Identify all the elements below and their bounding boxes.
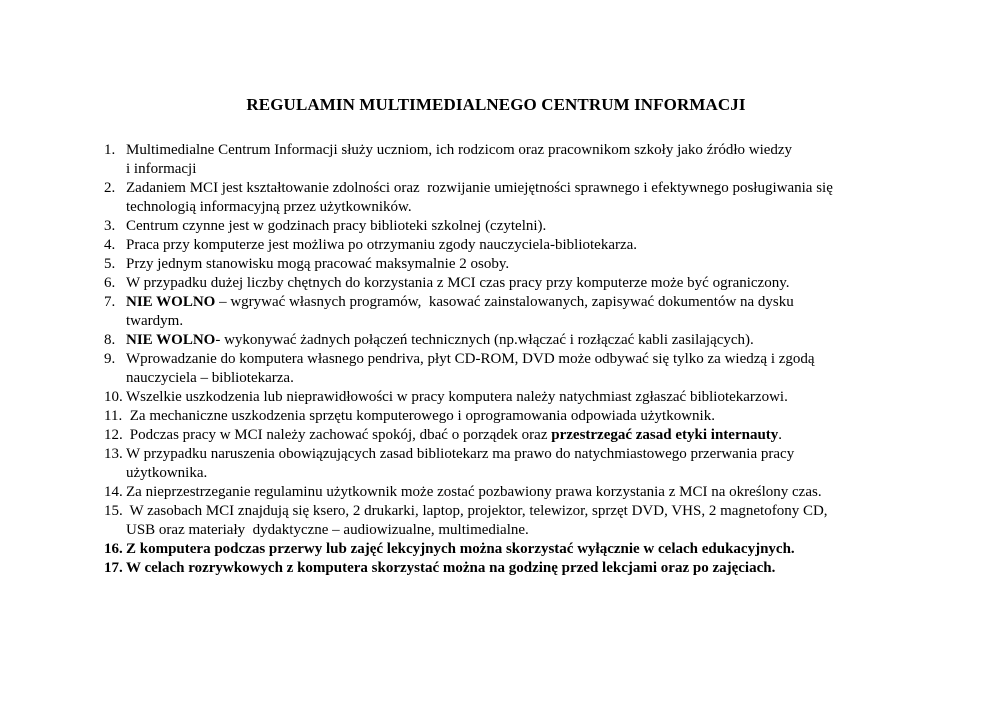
rule-number: 2. (104, 180, 116, 196)
rule-text (126, 293, 924, 331)
rule-text-line (126, 160, 924, 179)
rule-text-line (126, 426, 924, 445)
rule-text-segment: Przy jednym stanowisku mogą pracować maksymalnie 2 osoby. (126, 256, 510, 272)
rule-text (126, 559, 924, 578)
rule-item (104, 407, 924, 426)
rule-text (126, 236, 924, 255)
rule-text (126, 217, 924, 236)
rule-text-segment: W zasobach MCI znajdują się ksero, 2 drukarki, laptop, projektor, telewizor, sprzęt DVD, VHS, 2 magnetofony CD, (126, 503, 828, 519)
rule-text-line (126, 407, 924, 426)
rule-text (126, 388, 924, 407)
rule-text (126, 445, 924, 483)
rule-text-line (126, 312, 924, 331)
rule-text-segment: Zadaniem MCI jest kształtowanie zdolności oraz rozwijanie umiejętności sprawnego i efektywnego posługiwania się (126, 180, 833, 196)
rule-item (104, 274, 924, 293)
rule-text-line (126, 350, 924, 369)
rule-text-line (126, 293, 924, 312)
rule-number: 8. (104, 332, 116, 348)
rule-text (126, 331, 924, 350)
document-title: REGULAMIN MULTIMEDIALNEGO CENTRUM INFORMACJI (246, 95, 746, 114)
rule-item (104, 141, 924, 179)
rule-number: 14. (104, 484, 123, 500)
rule-text-line (126, 179, 924, 198)
rule-number: 10. (104, 389, 123, 405)
rule-text-line (126, 236, 924, 255)
rule-item (104, 540, 924, 559)
rule-text (126, 179, 924, 217)
rule-text-segment: Podczas pracy w MCI należy zachować spokój, dbać o porządek oraz (126, 427, 552, 443)
rule-text (126, 350, 924, 388)
rule-text-segment: Wszelkie uszkodzenia lub nieprawidłowości w pracy komputera należy natychmiast zgłaszać bibliotekarzowi. (126, 389, 788, 405)
rule-item (104, 331, 924, 350)
rule-number: 11. (104, 408, 123, 424)
rule-item (104, 293, 924, 331)
rule-text-segment: W przypadku naruszenia obowiązujących zasad bibliotekarz ma prawo do natychmiastowego przerwania pracy (126, 446, 795, 462)
rule-item (104, 559, 924, 578)
rule-item (104, 502, 924, 540)
rule-text-segment: USB oraz materiały dydaktyczne – audiowizualne, multimedialne. (126, 522, 529, 538)
rule-item (104, 255, 924, 274)
rule-number: 9. (104, 351, 116, 367)
rule-item (104, 426, 924, 445)
rule-text (126, 502, 924, 540)
rule-text-line (126, 217, 924, 236)
rule-item (104, 388, 924, 407)
rule-text-segment: . (778, 427, 783, 443)
rule-text-line (126, 559, 924, 578)
rule-emphasis: przestrzegać zasad etyki internauty (551, 427, 779, 443)
rule-text-segment: użytkownika. (126, 465, 208, 481)
rule-item (104, 217, 924, 236)
rule-text (126, 255, 924, 274)
rule-text-segment: W celach rozrywkowych z komputera skorzystać można na godzinę przed lekcjami oraz po zajęciach. (126, 560, 776, 576)
rule-number: 13. (104, 446, 123, 462)
rule-text-segment: i informacji (126, 161, 197, 177)
rule-text-line (126, 141, 924, 160)
rule-number: 4. (104, 237, 116, 253)
rule-text-segment: Za mechaniczne uszkodzenia sprzętu komputerowego i oprogramowania odpowiada użytkownik. (126, 408, 715, 424)
rule-item (104, 236, 924, 255)
rule-number: 12. (104, 427, 123, 443)
rule-text-line (126, 369, 924, 388)
rule-text-line (126, 502, 924, 521)
rules-list (104, 141, 924, 578)
rule-text (126, 540, 924, 559)
rule-item (104, 350, 924, 388)
rule-text-line (126, 255, 924, 274)
rule-text-segment: Za nieprzestrzeganie regulaminu użytkownik może zostać pozbawiony prawa korzystania z MCI na określony czas. (126, 484, 822, 500)
rule-number: 6. (104, 275, 116, 291)
rule-text-line (126, 198, 924, 217)
rule-text-line (126, 331, 924, 350)
rule-text-line (126, 274, 924, 293)
rule-text (126, 141, 924, 179)
rule-text (126, 426, 924, 445)
rule-text-line (126, 540, 924, 559)
rule-number: 3. (104, 218, 116, 234)
rule-number: 1. (104, 142, 116, 158)
rule-text-segment: Wprowadzanie do komputera własnego pendriva, płyt CD-ROM, DVD może odbywać się tylko za wiedzą i zgodą (126, 351, 815, 367)
rule-text (126, 483, 924, 502)
rule-text (126, 274, 924, 293)
rule-text-line (126, 483, 924, 502)
rule-text-segment: – wgrywać własnych programów, kasować zainstalowanych, zapisywać dokumentów na dysku (215, 294, 794, 310)
rule-text (126, 407, 924, 426)
rule-item (104, 483, 924, 502)
rule-emphasis: NIE WOLNO (126, 332, 216, 348)
rule-number: 7. (104, 294, 116, 310)
rule-number: 16. (104, 541, 123, 557)
rule-item (104, 445, 924, 483)
rule-text-line (126, 464, 924, 483)
rule-text-segment: W przypadku dużej liczby chętnych do korzystania z MCI czas pracy przy komputerze może być ograniczony. (126, 275, 790, 291)
rule-text-segment: Multimedialne Centrum Informacji służy uczniom, ich rodzicom oraz pracownikom szkoły jako źródło wiedzy (126, 142, 793, 158)
rule-text-segment: Z komputera podczas przerwy lub zajęć lekcyjnych można skorzystać wyłącznie w celach edukacyjnych. (126, 541, 795, 557)
rule-text-segment: Centrum czynne jest w godzinach pracy biblioteki szkolnej (czytelni). (126, 218, 547, 234)
rule-text-segment: technologią informacyjną przez użytkowników. (126, 199, 412, 215)
rule-text-line (126, 388, 924, 407)
rule-number: 17. (104, 560, 123, 576)
rule-text-line (126, 445, 924, 464)
rule-text-line (126, 521, 924, 540)
rule-number: 5. (104, 256, 116, 272)
rule-text-segment: nauczyciela – bibliotekarza. (126, 370, 294, 386)
rule-emphasis: NIE WOLNO (126, 294, 216, 310)
rule-text-segment: - wykonywać żadnych połączeń technicznych (np.włączać i rozłączać kabli zasilających). (215, 332, 754, 348)
rule-text-segment: Praca przy komputerze jest możliwa po otrzymaniu zgody nauczyciela-bibliotekarza. (126, 237, 638, 253)
rule-text-segment: twardym. (126, 313, 184, 329)
rule-item (104, 179, 924, 217)
rule-number: 15. (104, 503, 123, 519)
